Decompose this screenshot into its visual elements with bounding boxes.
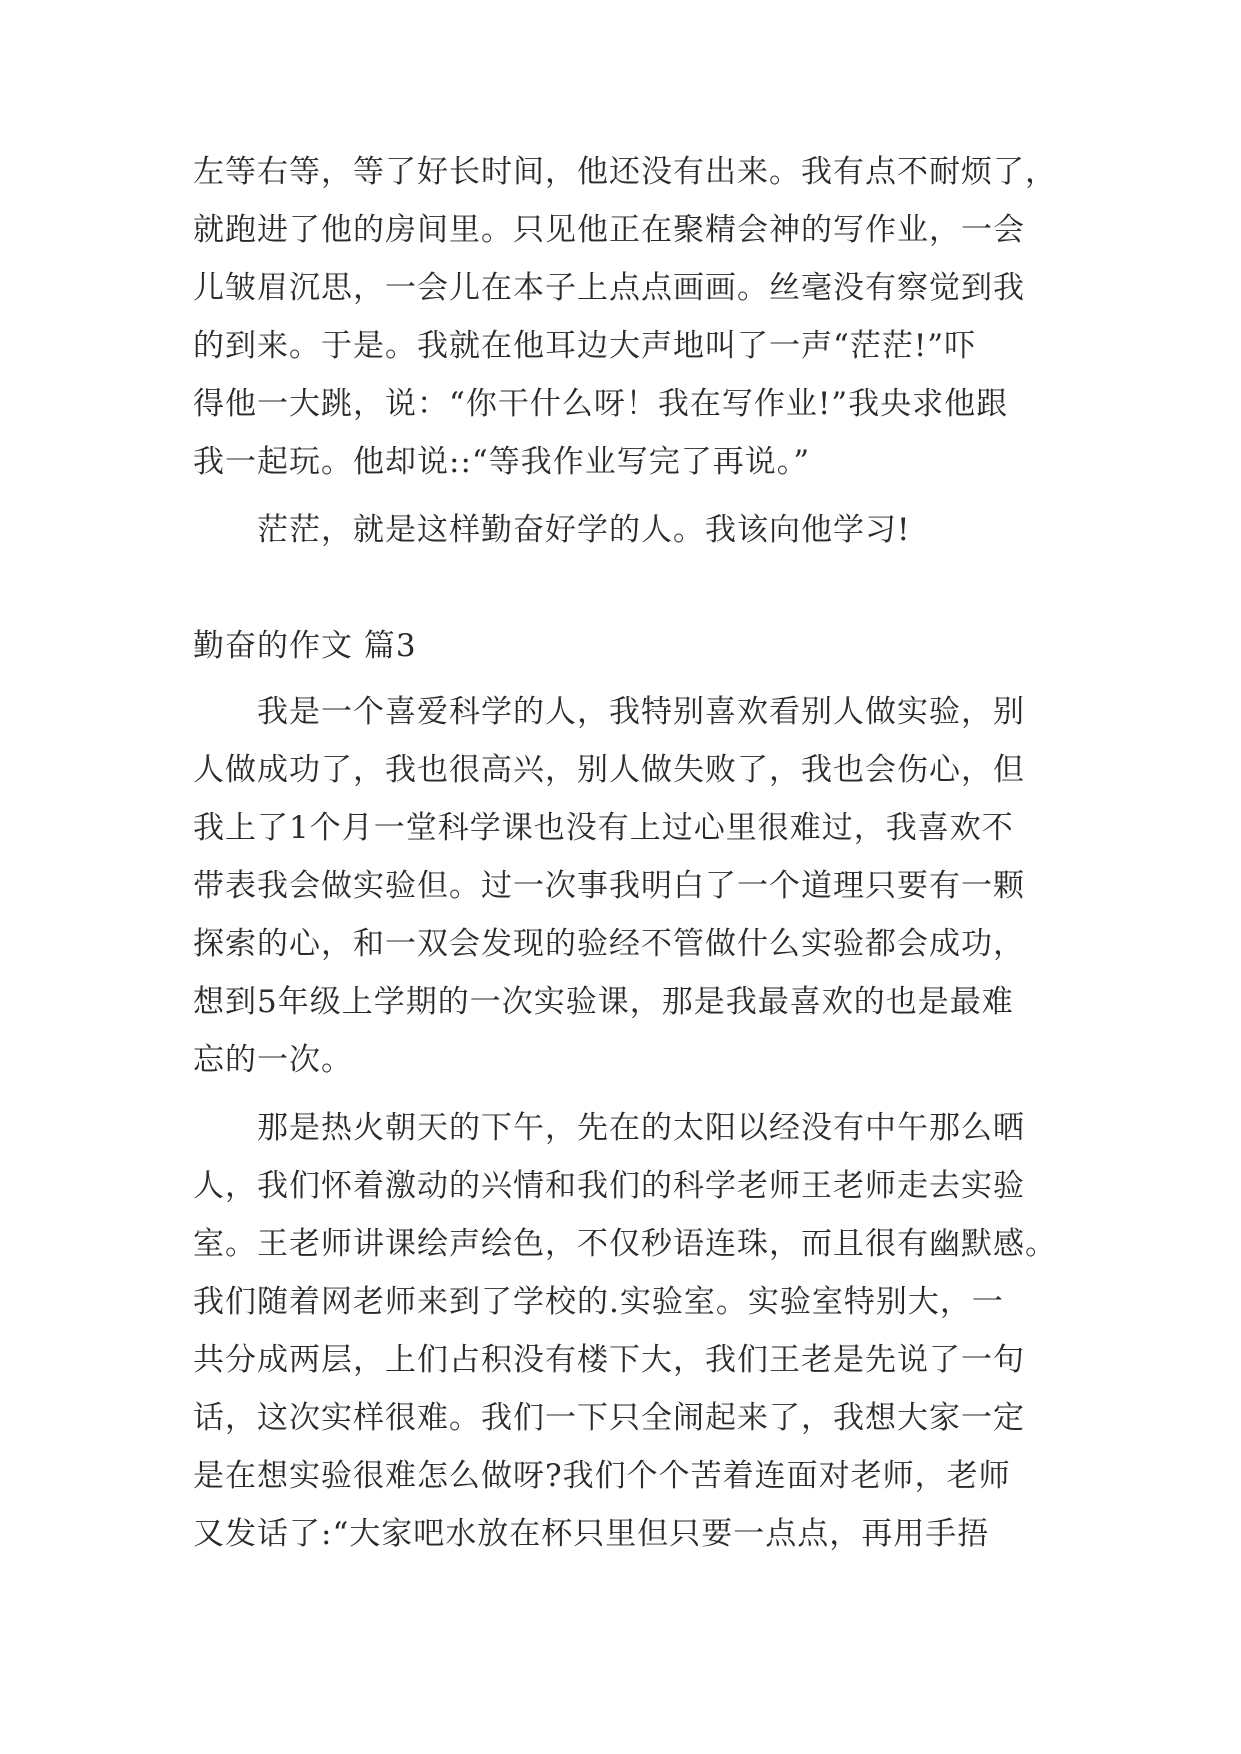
- section-heading: 勤奋的作文 篇3: [193, 628, 417, 664]
- text-line: 我们随着网老师来到了学校的.实验室。实验室特别大，一: [193, 1284, 1004, 1320]
- text-line: 又发话了:“大家吧水放在杯只里但只要一点点，再用手捂: [193, 1516, 990, 1552]
- text-line: 带表我会做实验但。过一次事我明白了一个道理只要有一颗: [193, 868, 1025, 904]
- text-line: 探索的心，和一双会发现的验经不管做什么实验都会成功，: [193, 926, 1025, 962]
- text-line: 左等右等，等了好长时间，他还没有出来。我有点不耐烦了，: [193, 154, 1057, 190]
- text-line: 忘的一次。: [193, 1042, 353, 1078]
- text-line: 那是热火朝天的下午，先在的太阳以经没有中午那么晒: [257, 1110, 1025, 1146]
- text-line: 室。王老师讲课绘声绘色，不仅秒语连珠，而且很有幽默感。: [193, 1226, 1057, 1262]
- text-line: 人做成功了，我也很高兴，别人做失败了，我也会伤心，但: [193, 752, 1025, 788]
- text-line: 共分成两层，上们占积没有楼下大，我们王老是先说了一句: [193, 1342, 1025, 1378]
- text-line: 就跑进了他的房间里。只见他正在聚精会神的写作业，一会: [193, 212, 1025, 248]
- text-line: 人，我们怀着激动的兴情和我们的科学老师王老师走去实验: [193, 1168, 1025, 1204]
- text-line: 儿皱眉沉思，一会儿在本子上点点画画。丝毫没有察觉到我: [193, 270, 1025, 306]
- text-line: 是在想实验很难怎么做呀?我们个个苦着连面对老师，老师: [193, 1458, 1011, 1494]
- text-line: 我是一个喜爱科学的人，我特别喜欢看别人做实验，别: [257, 694, 1025, 730]
- text-line: 话，这次实样很难。我们一下只全闹起来了，我想大家一定: [193, 1400, 1025, 1436]
- text-line: 想到5年级上学期的一次实验课，那是我最喜欢的也是最难: [193, 984, 1014, 1020]
- text-line: 我上了1个月一堂科学课也没有上过心里很难过，我喜欢不: [193, 810, 1014, 846]
- closing-line: 茫茫，就是这样勤奋好学的人。我该向他学习!: [257, 512, 911, 548]
- text-line: 得他一大跳，说：“你干什么呀！我在写作业!”我央求他跟: [193, 386, 1009, 422]
- text-line: 我一起玩。他却说::“等我作业写完了再说。”: [193, 444, 811, 480]
- text-line: 的到来。于是。我就在他耳边大声地叫了一声“茫茫!”吓: [193, 328, 977, 364]
